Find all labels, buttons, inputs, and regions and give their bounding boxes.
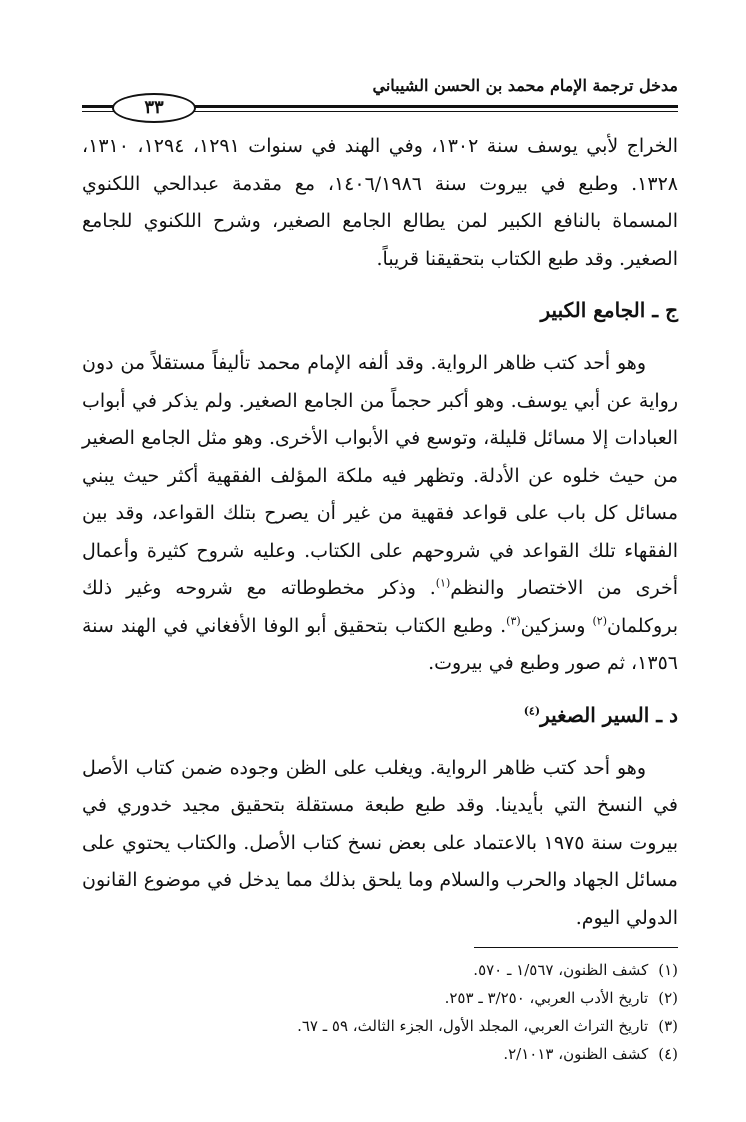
paragraph-2 (82, 345, 678, 683)
footnote-mark: (٣) (658, 1017, 678, 1035)
paragraph-3: وهو أحد كتب ظاهر الرواية. ويغلب على الظن وجوده ضمن كتاب الأصل في النسخ التي بأيدينا. وقد طبع طبعة مستقلة بتحقيق مجيد خدوري في بيروت سنة ١٩٧٥ بالاعتماد على بعض نسخ كتاب الأصل. والكتاب يحتوي على مسائل الجهاد والحرب والسلام وما يلحق بذلك مما يدخل في موضوع القانون الدولي اليوم. (82, 756, 678, 929)
footnote-mark: (٢) (658, 989, 678, 1007)
paragraph-2-text-2: . وذكر مخطوطاته مع شروحه وغير ذلك بروكلمان (82, 577, 678, 637)
page-number: ٣٣ (112, 93, 196, 123)
footnote-ref-4: (٤) (523, 703, 541, 717)
footnote-text: تاريخ التراث العربي، المجلد الأول، الجزء الثالث، ٥٩ ـ ٦٧. (297, 1017, 649, 1035)
footnote-mark: (١) (658, 961, 678, 979)
footnote-2 (82, 984, 678, 1012)
page-header (82, 76, 678, 120)
main-text (82, 128, 678, 937)
footnote-separator (474, 947, 678, 948)
footnote-ref-3: (٣) (506, 614, 521, 628)
footnote-1 (82, 956, 678, 984)
section-heading-d-text: د ـ السير الصغير (540, 702, 678, 727)
paragraph-2-text-4: . وطبع الكتاب بتحقيق أبو الوفا الأفغاني في الهند سنة ١٣٥٦، ثم صور وطبع في بيروت. (82, 614, 678, 674)
section-heading-d (82, 700, 678, 730)
footnote-3 (82, 1012, 678, 1040)
footnote-text: تاريخ الأدب العربي، ٣/٢٥٠ ـ ٢٥٣. (444, 989, 649, 1007)
footnote-ref-2: (٢) (592, 614, 607, 628)
paragraph-2-text-3: وسزكين (520, 614, 593, 637)
paragraph-2-text-1: وهو أحد كتب ظاهر الرواية. وقد ألفه الإمام محمد تأليفاً مستقلاً من دون رواية عن أبي يوسف. وهو أكبر حجماً من الجامع الصغير. ولم يذكر في أبواب العبادات إلا مسائل قليلة، وتوسع في الأبواب الأخرى. وهو مثل الجامع الصغير من حيث خلوه عن الأدلة. وتظهر فيه ملكة المؤلف الفقهية أكثر حيث يبني مسائل كل باب على قواعد فقهية من غير أن يصرح بتلك القواعد، وقد بين الفقهاء تلك القواعد في شروحهم على الكتاب. وعليه شروح كثيرة وأعمال أخرى من الاختصار والنظم (82, 352, 678, 599)
footnote-mark: (٤) (658, 1045, 678, 1063)
footnote-4 (82, 1040, 678, 1068)
section-heading-c: ج ـ الجامع الكبير (540, 298, 678, 322)
paragraph-1: الخراج لأبي يوسف سنة ١٣٠٢، وفي الهند في سنوات ١٢٩١، ١٢٩٤، ١٣١٠، ١٣٢٨. وطبع في بيروت سنة ١٤٠٦/١٩٨٦، مع مقدمة عبدالحي اللكنوي المسماة بالنافع الكبير لمن يطالع الجامع الصغير، وشرح اللكنوي للجامع الصغير. وقد طبع الكتاب بتحقيقنا قريباً. (82, 135, 679, 270)
footnotes (82, 956, 678, 1068)
footnote-text: كشف الظنون، ١/٥٦٧ ـ ٥٧٠. (473, 961, 649, 979)
footnote-ref-1: (١) (435, 576, 451, 590)
footnote-text: كشف الظنون، ٢/١٠١٣. (503, 1045, 649, 1063)
running-title: مدخل ترجمة الإمام محمد بن الحسن الشيباني (372, 76, 678, 95)
